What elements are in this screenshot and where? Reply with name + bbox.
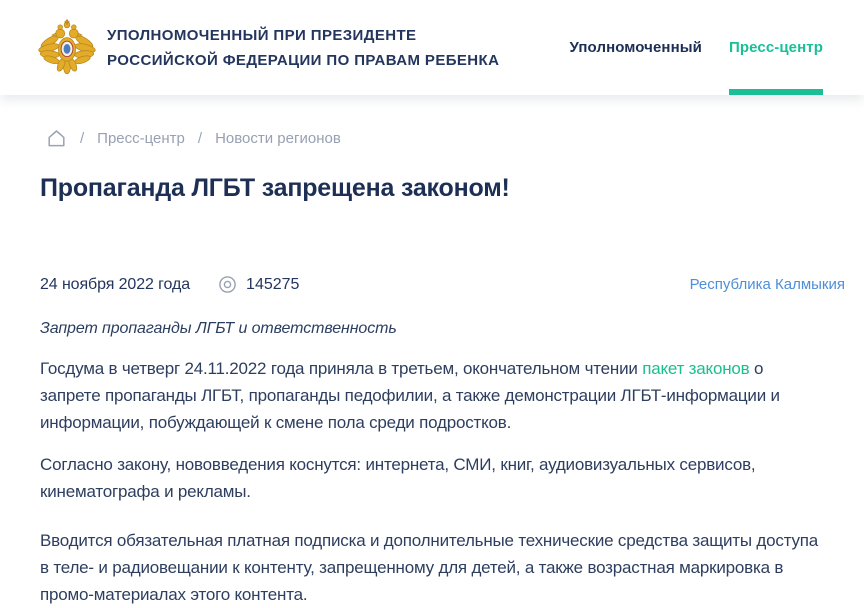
page-title: Пропаганда ЛГБТ запрещена законом!	[40, 174, 510, 202]
region-link[interactable]: Республика Калмыкия	[689, 276, 845, 293]
breadcrumb-region-news[interactable]: Новости регионов	[215, 130, 341, 147]
nav-item-press-center[interactable]	[729, 0, 823, 95]
main-nav	[570, 0, 850, 95]
views-eye-icon	[218, 275, 237, 294]
coat-of-arms-emblem	[38, 18, 96, 78]
breadcrumb	[46, 128, 864, 149]
org-title	[107, 23, 499, 73]
home-icon[interactable]	[46, 128, 67, 149]
article-paragraph: Согласно закону, нововведения коснутся: интернета, СМИ, книг, аудиовизуальных сервисов, кинематографа и рекламы.	[40, 455, 756, 501]
nav-item-label: Уполномоченный	[569, 39, 702, 56]
logo-link[interactable]	[38, 18, 499, 78]
views-count: 145275	[246, 275, 300, 293]
article-paragraph	[40, 355, 824, 436]
nav-item-upolnomochennyj[interactable]	[570, 0, 702, 95]
views-counter	[218, 275, 299, 294]
breadcrumb-separator: /	[80, 130, 85, 147]
paragraph-text: Госдума в четверг 24.11.2022 года приняла в третьем, окончательном чтении	[40, 359, 643, 378]
active-tab-underline	[729, 89, 823, 95]
org-title-line2: РОССИЙСКОЙ ФЕДЕРАЦИИ ПО ПРАВАМ РЕБЕНКА	[107, 51, 500, 69]
site-header	[0, 0, 864, 95]
article-paragraph: Вводится обязательная платная подписка и дополнительные технические средства защиты доступа в теле- и радиовещании к контенту, запрещенному для детей, а также возрастная маркировка в промо-материалах этого контента.	[40, 531, 819, 604]
article-meta	[40, 275, 845, 294]
article-date: 24 ноября 2022 года	[40, 275, 191, 293]
article-lead: Запрет пропаганды ЛГБТ и ответственность	[40, 320, 397, 337]
paragraph-text: о запрете пропаганды ЛГБТ, пропаганды педофилии, а также демонстрации ЛГБТ-информации и информации, побуждающей к смене пола среди подростков.	[40, 359, 780, 432]
laws-package-link[interactable]: пакет законов	[642, 359, 750, 378]
org-title-line1: УПОЛНОМОЧЕННЫЙ ПРИ ПРЕЗИДЕНТЕ	[107, 26, 417, 44]
breadcrumb-press-center[interactable]: Пресс-центр	[97, 130, 185, 147]
nav-item-label: Пресс-центр	[728, 39, 823, 56]
breadcrumb-separator: /	[197, 130, 203, 147]
article-content	[0, 174, 864, 608]
